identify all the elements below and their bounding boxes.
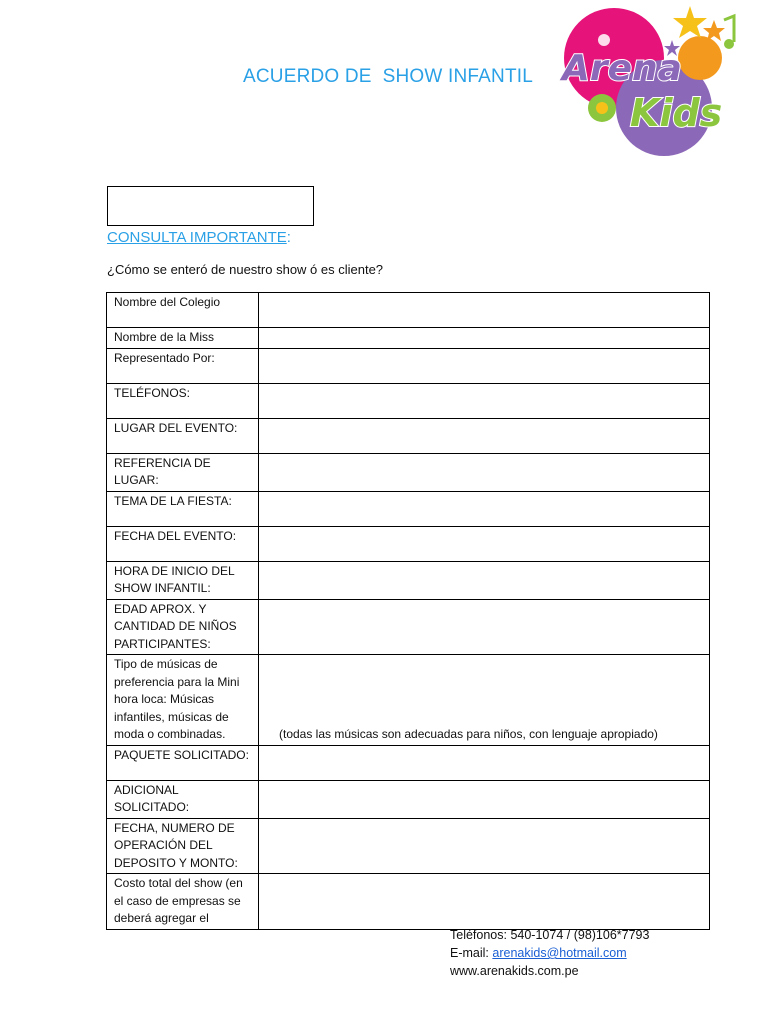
contact-footer — [450, 926, 649, 980]
table-row — [107, 348, 710, 383]
field-label: EDAD APROX. Y CANTIDAD DE NIÑOS PARTICIPANTES: — [107, 599, 259, 655]
field-label: Tipo de músicas de preferencia para la Mini hora loca: Músicas infantiles, músicas de moda o combinadas. — [107, 655, 259, 746]
page-title: ACUERDO DE SHOW INFANTIL — [243, 66, 534, 87]
table-row — [107, 453, 710, 491]
field-value[interactable] — [259, 599, 710, 655]
field-label: HORA DE INICIO DEL SHOW INFANTIL: — [107, 561, 259, 599]
field-value[interactable] — [259, 383, 710, 418]
table-row — [107, 780, 710, 818]
table-row — [107, 561, 710, 599]
field-value[interactable] — [259, 293, 710, 328]
table-row — [107, 745, 710, 780]
table-row — [107, 418, 710, 453]
arena-kids-logo — [552, 0, 742, 160]
field-value[interactable] — [259, 453, 710, 491]
field-value[interactable] — [259, 328, 710, 349]
table-row — [107, 655, 710, 746]
field-value[interactable] — [259, 526, 710, 561]
field-value[interactable] — [259, 348, 710, 383]
field-value[interactable] — [259, 491, 710, 526]
table-row — [107, 383, 710, 418]
table-row — [107, 874, 710, 930]
field-label: FECHA DEL EVENTO: — [107, 526, 259, 561]
field-label: FECHA, NUMERO DE OPERACIÓN DEL DEPOSITO Y MONTO: — [107, 818, 259, 874]
table-row — [107, 491, 710, 526]
field-label: ADICIONAL SOLICITADO: — [107, 780, 259, 818]
field-label: LUGAR DEL EVENTO: — [107, 418, 259, 453]
logo-text-arena: Arena — [562, 48, 682, 89]
footer-website: www.arenakids.com.pe — [450, 964, 579, 978]
logo-white-flower — [598, 34, 610, 46]
field-value[interactable] — [259, 561, 710, 599]
question-text: ¿Cómo se enteró de nuestro show ó es cliente? — [107, 262, 384, 277]
email-link[interactable]: arenakids@hotmail.com — [492, 946, 627, 960]
table-row — [107, 818, 710, 874]
field-label: TEMA DE LA FIESTA: — [107, 491, 259, 526]
field-label: Nombre del Colegio — [107, 293, 259, 328]
footer-email-line: E-mail: arenakids@hotmail.com — [450, 946, 627, 960]
field-label: PAQUETE SOLICITADO: — [107, 745, 259, 780]
field-value[interactable] — [259, 745, 710, 780]
field-label: TELÉFONOS: — [107, 383, 259, 418]
music-note-icon — [724, 16, 734, 42]
field-value[interactable] — [259, 418, 710, 453]
field-label: REFERENCIA DE LUGAR: — [107, 453, 259, 491]
field-label: Costo total del show (en el caso de empresas se deberá agregar el — [107, 874, 259, 930]
field-value[interactable]: (todas las músicas son adecuadas para niños, con lenguaje apropiado) — [259, 655, 710, 746]
agreement-form-table — [106, 292, 710, 930]
field-value[interactable] — [259, 818, 710, 874]
field-value[interactable] — [259, 874, 710, 930]
logo-text-kids: Kids — [630, 91, 723, 135]
table-row — [107, 293, 710, 328]
footer-phones: Teléfonos: 540-1074 / (98)106*7793 — [450, 928, 650, 942]
consulta-heading: CONSULTA IMPORTANTE: — [107, 229, 291, 246]
table-row — [107, 526, 710, 561]
star-icon — [673, 6, 707, 38]
field-value[interactable] — [259, 780, 710, 818]
consulta-link[interactable]: CONSULTA IMPORTANTE — [107, 229, 287, 246]
table-row — [107, 599, 710, 655]
field-label: Nombre de la Miss — [107, 328, 259, 349]
logo-orange-circle — [678, 36, 722, 80]
table-row — [107, 328, 710, 349]
blank-box — [107, 186, 314, 226]
field-label: Representado Por: — [107, 348, 259, 383]
